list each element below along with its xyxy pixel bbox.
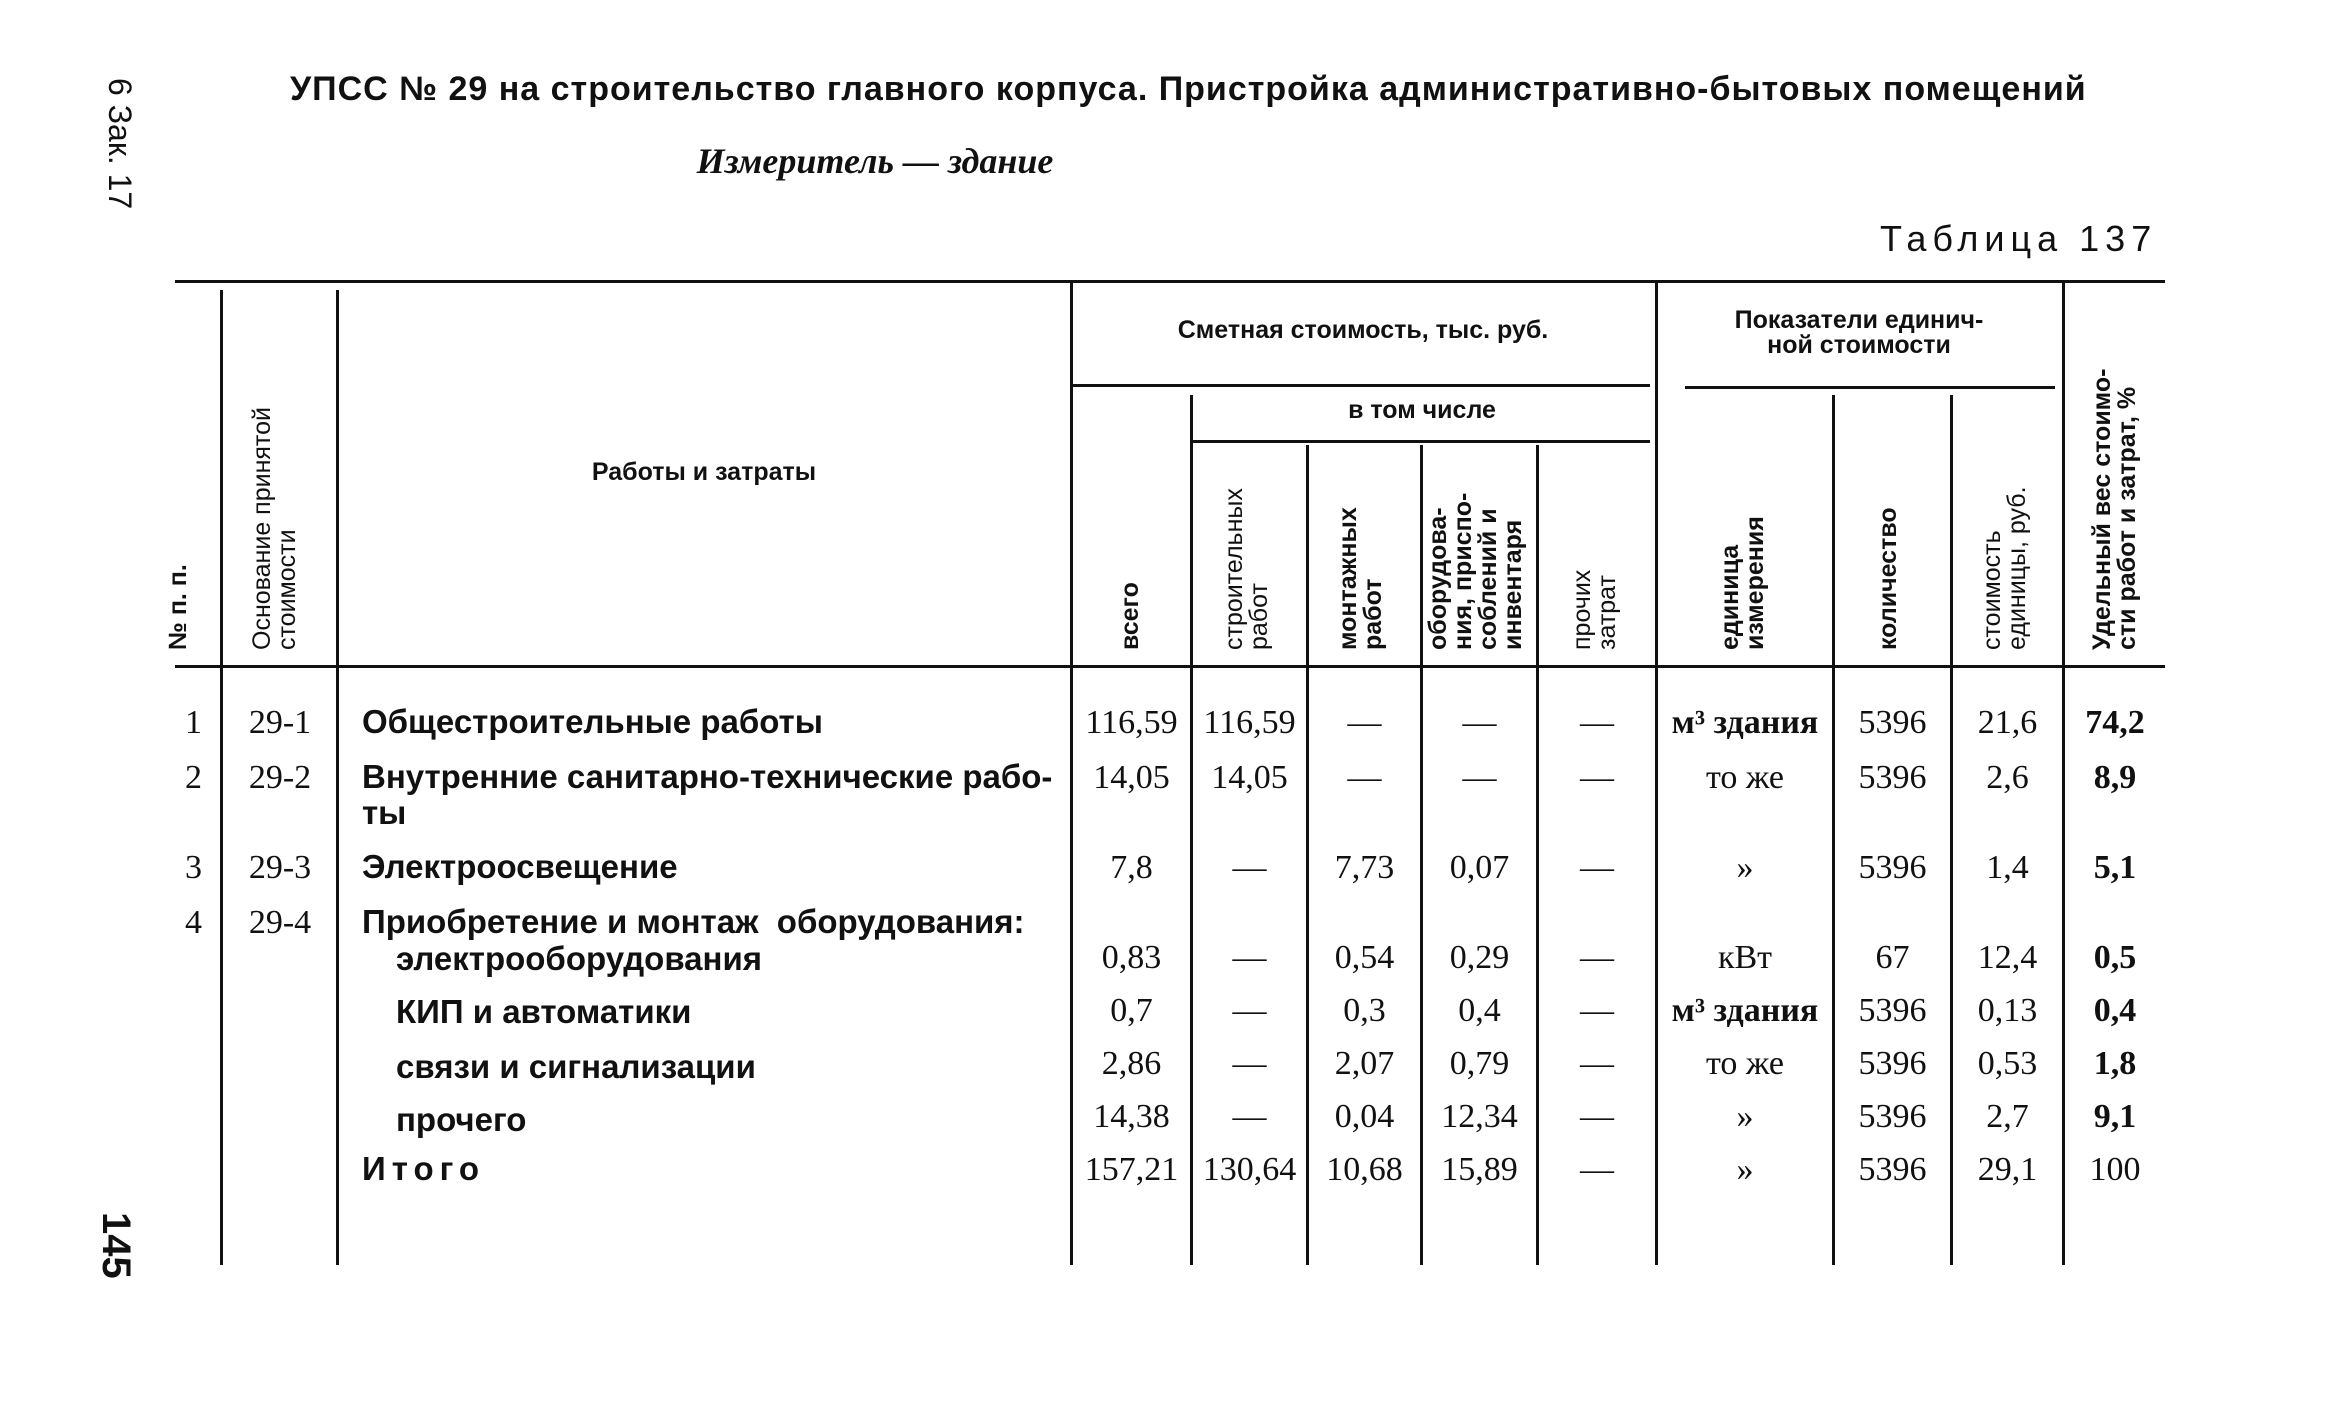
cell-equipment: 12,34 [1441,1098,1518,1135]
col-divider [220,290,223,1265]
header-other: прочих затрат [1568,569,1621,650]
cell-work: электрооборудования [396,940,763,977]
margin-order-note: 6 Зак. 17 [102,78,138,210]
cell-unit: м³ здания [1671,992,1819,1029]
cell-other: — [1580,1045,1614,1082]
cell-equipment: 0,07 [1449,849,1510,886]
cell-equipment: — [1462,704,1497,741]
cell-construction: — [1232,992,1267,1029]
cell-total: 14,38 [1093,1098,1170,1135]
cell-installation: 2,07 [1334,1045,1395,1082]
cell-quantity: 5396 [1858,849,1927,886]
cell-quantity: 5396 [1858,1045,1927,1082]
table-top-rule [175,280,2165,283]
cell-work: связи и сигнализации [396,1048,756,1085]
cell-num: 3 [185,849,202,886]
cell-unit-cost: 21,6 [1977,704,2038,741]
cell-share: 1,8 [2093,1045,2137,1082]
cell-unit-cost: 12,4 [1977,939,2038,976]
cell-unit: кВт [1717,939,1773,976]
cell-basis: 29-2 [248,759,312,796]
header-installation: монтажных работ [1334,507,1387,650]
cell-total: 157,21 [1084,1151,1179,1188]
cell-work: КИП и автоматики [396,993,692,1030]
cell-basis: 29-1 [248,704,312,741]
cell-quantity: 67 [1875,939,1910,976]
margin-page-number: 145 [94,1212,138,1279]
cell-total: 2,86 [1101,1045,1162,1082]
table-header-rule [175,665,2165,668]
cell-other: — [1580,992,1614,1029]
cell-equipment: 0,79 [1449,1045,1510,1082]
cell-share: 74,2 [2085,704,2145,741]
cell-installation: — [1347,704,1382,741]
cost-group-rule [1072,384,1650,387]
cell-quantity: 5396 [1858,1098,1927,1135]
cell-construction: — [1232,939,1267,976]
header-basis: Основание принятой стоимости [248,407,301,650]
cell-num: 4 [185,904,202,941]
table-label: Таблица 137 [1880,218,2158,259]
cell-unit-cost: 2,7 [1986,1098,2029,1135]
cell-installation: 0,04 [1334,1098,1395,1135]
cell-unit-cost: 29,1 [1977,1151,2038,1188]
cell-construction: 130,64 [1202,1151,1297,1188]
cell-installation: — [1347,759,1382,796]
cell-other: — [1580,1151,1614,1188]
cell-installation: 10,68 [1326,1151,1403,1188]
cell-other: — [1580,849,1614,886]
cell-construction: 116,59 [1203,704,1296,741]
header-estimated-cost: Сметная стоимость, тыс. руб. [1177,316,1549,344]
cell-unit-cost: 1,4 [1986,849,2029,886]
cell-equipment: 15,89 [1441,1151,1518,1188]
cell-total: 116,59 [1085,704,1178,741]
cell-total: 7,8 [1110,849,1153,886]
cell-equipment: 0,4 [1458,992,1501,1029]
page-title: УПСС № 29 на строительство главного корпуса. Пристройка административно-бытовых помещений [290,70,2087,108]
cell-share: 0,5 [2093,939,2137,976]
cell-construction: 14,05 [1211,759,1288,796]
indicators-group-rule [1685,386,2055,389]
including-group-rule [1192,440,1650,443]
cell-unit: » [1736,849,1754,886]
header-total: всего [1116,582,1144,650]
col-divider [336,290,339,1265]
cell-installation: 0,3 [1343,992,1386,1029]
cell-total: 0,7 [1110,992,1153,1029]
header-works: Работы и затраты [591,458,817,486]
cell-basis: 29-3 [248,849,312,886]
header-equipment: оборудова- ния, приспо- соблений и инвентаря [1424,492,1527,650]
cell-share: 100 [2089,1151,2141,1188]
cell-work: Приобретение и монтаж оборудования: [362,903,1025,940]
cell-total: 14,05 [1093,759,1170,796]
cell-unit-cost: 2,6 [1986,759,2029,796]
cell-work: Внутренние санитарно-технические рабо- [362,758,1053,795]
header-quantity: количество [1874,507,1902,650]
header-including: в том числе [1348,396,1496,424]
header-num: № п. п. [164,564,192,650]
cell-work-continuation: ты [362,794,407,831]
cell-other: — [1580,704,1614,741]
cell-construction: — [1232,849,1267,886]
cell-share: 0,4 [2093,992,2137,1029]
cell-other: — [1580,759,1614,796]
cell-unit: то же [1705,759,1785,796]
cell-unit: » [1736,1151,1754,1188]
cell-work: Электроосвещение [362,848,678,885]
cell-share: 5,1 [2093,849,2137,886]
cell-num: 2 [185,759,202,796]
cell-share: 8,9 [2093,759,2137,796]
header-unit: единица измерения [1716,516,1769,650]
cell-quantity: 5396 [1858,1151,1927,1188]
cell-num: 1 [185,704,202,741]
header-construction: строительных работ [1220,488,1273,650]
header-unit-cost: стоимость единицы, руб. [1978,486,2031,650]
cell-work: прочего [396,1101,527,1138]
cell-quantity: 5396 [1858,704,1927,741]
page-subtitle: Измеритель — здание [696,141,1054,181]
cell-share: 9,1 [2093,1098,2137,1135]
header-share: Удельный вес стоимо- сти работ и затрат, % [2088,368,2141,650]
cell-basis: 29-4 [248,904,312,941]
cell-unit-cost: 0,13 [1977,992,2038,1029]
cell-unit: то же [1705,1045,1785,1082]
cell-unit: м³ здания [1671,704,1819,741]
header-unit-indicators: Показатели единич- ной стоимости [1734,306,1984,359]
cell-construction: — [1232,1045,1267,1082]
cell-construction: — [1232,1098,1267,1135]
cell-quantity: 5396 [1858,759,1927,796]
cell-total: 0,83 [1101,939,1162,976]
cell-unit-cost: 0,53 [1977,1045,2038,1082]
cell-quantity: 5396 [1858,992,1927,1029]
cell-other: — [1580,939,1614,976]
cell-work: Итого [362,1150,486,1187]
cell-work: Общестроительные работы [362,703,823,740]
cell-equipment: 0,29 [1449,939,1510,976]
cell-unit: » [1736,1098,1754,1135]
cell-installation: 0,54 [1334,939,1395,976]
cell-installation: 7,73 [1334,849,1395,886]
cell-other: — [1580,1098,1614,1135]
cell-equipment: — [1462,759,1497,796]
